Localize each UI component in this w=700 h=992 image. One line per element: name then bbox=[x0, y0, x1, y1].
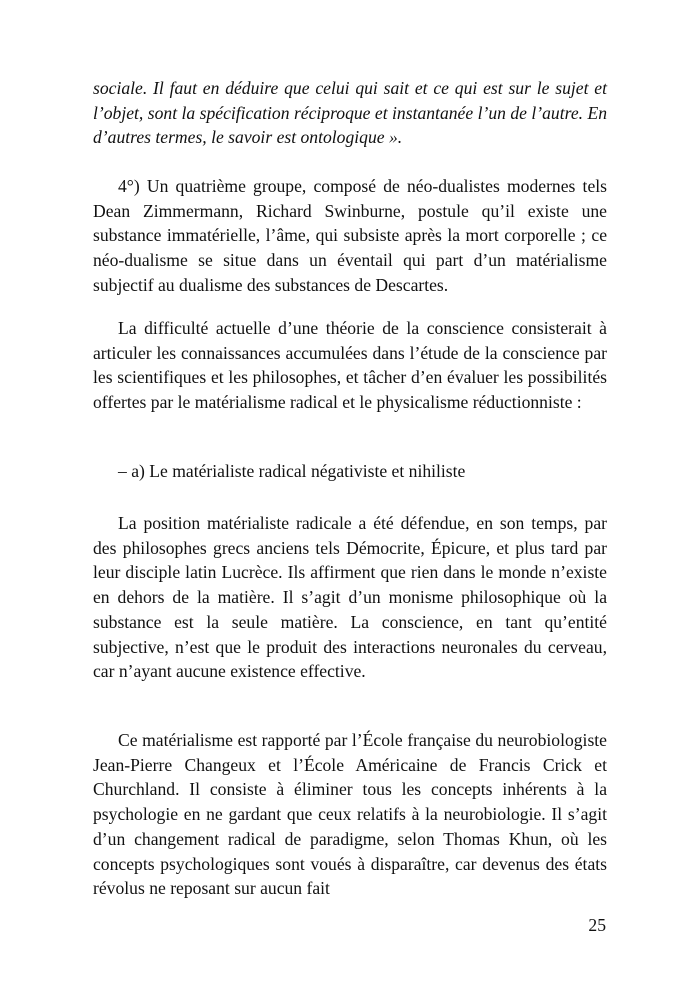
page-number: 25 bbox=[588, 915, 606, 935]
eliminative-materialism-paragraph: Ce matérialisme est rapporté par l’École française du neurobiologiste Jean-Pierre Changeux et l’École Américaine de Francis Crick et Churchland. Il consiste à éliminer tous les concepts inhérents à la psychologie en ne gardant que ceux relatifs à la neurobiologie. Il s’agit d’un changement radical de paradigme, selon Thomas Khun, où les concepts psychologiques sont voués à disparaître, car devenus des états révolus ne reposant sur aucun fait bbox=[93, 730, 607, 899]
consciousness-theory-paragraph: La difficulté actuelle d’une théorie de la conscience consisterait à articuler les connaissances accumulées dans l’étude de la conscience par les scientifiques et les philosophes, et tâcher d’en évaluer les possibilités offertes par le matérialisme radical et le physicalisme réductionniste : bbox=[93, 318, 607, 413]
section-heading-radical-materialist: – a) Le matérialiste radical négativiste et nihiliste bbox=[118, 461, 466, 481]
radical-materialism-paragraph: La position matérialiste radicale a été défendue, en son temps, par des philosophes grecs anciens tels Démocrite, Épicure, et plus tard par leur disciple latin Lucrèce. Ils affirment que rien dans le monde n’existe en dehors de la matière. Il s’agit d’un monisme philosophique où la substance est la seule matière. La conscience, en tant qu’entité subjective, n’est que le produit des interactions neuronales du cerveau, car n’ayant aucune existence effective. bbox=[93, 513, 607, 682]
quote-continuation-paragraph: sociale. Il faut en déduire que celui qui sait et ce qui est sur le sujet et l’objet, sont la spécification réciproque et instantanée l’un de l’autre. En d’autres termes, le savoir est ontologique ». bbox=[93, 78, 607, 148]
neo-dualism-paragraph: 4°) Un quatrième groupe, composé de néo-dualistes modernes tels Dean Zimmermann, Richard Swinburne, postule qu’il existe une substance immatérielle, l’âme, qui subsiste après la mort corporelle ; ce néo-dualisme se situe dans un éventail qui part d’un matérialisme subjectif au dualisme des substances de Descartes. bbox=[93, 176, 607, 295]
